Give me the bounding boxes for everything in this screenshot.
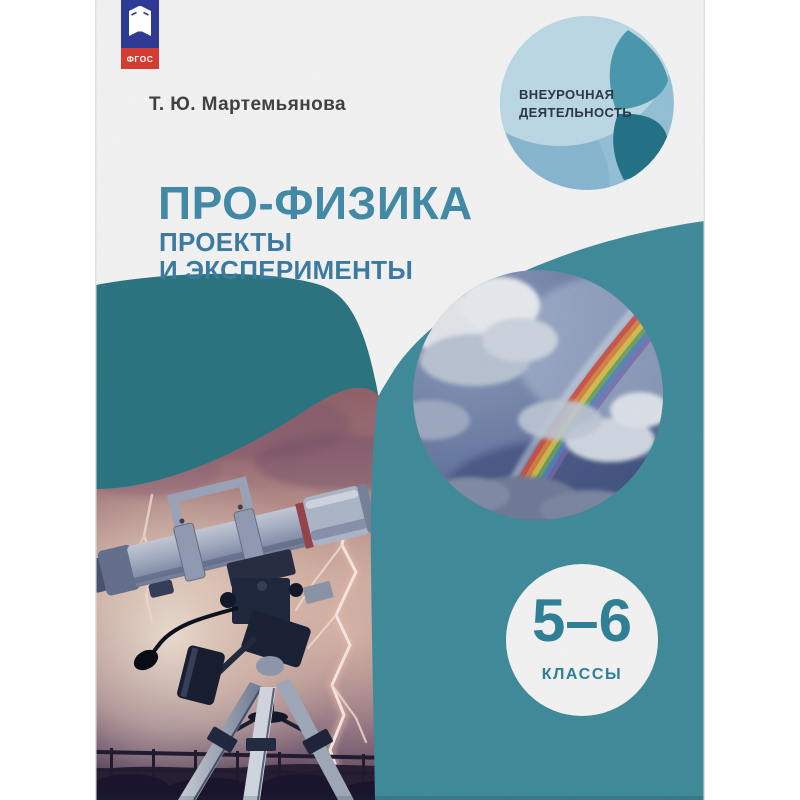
grade-label: КЛАССЫ [541, 666, 623, 683]
fgos-label: ФГОС [121, 48, 159, 69]
open-book-icon [121, 0, 159, 48]
author-name: Т. Ю. Мартемьянова [149, 94, 346, 115]
cover-right-edge [704, 0, 706, 800]
publisher-logo [121, 0, 159, 48]
book-title: ПРО-ФИЗИКА [158, 177, 473, 229]
book-subtitle-line1: ПРОЕКТЫ [159, 227, 293, 257]
series-badge-line2: ДЕЯТЕЛЬНОСТЬ [519, 105, 633, 120]
cover-left-edge [95, 0, 97, 800]
grade-range: 5–6 [531, 587, 633, 654]
book-subtitle-line2: И ЭКСПЕРИМЕНТЫ [159, 255, 414, 285]
series-badge-line1: ВНЕУРОЧНАЯ [519, 87, 615, 102]
